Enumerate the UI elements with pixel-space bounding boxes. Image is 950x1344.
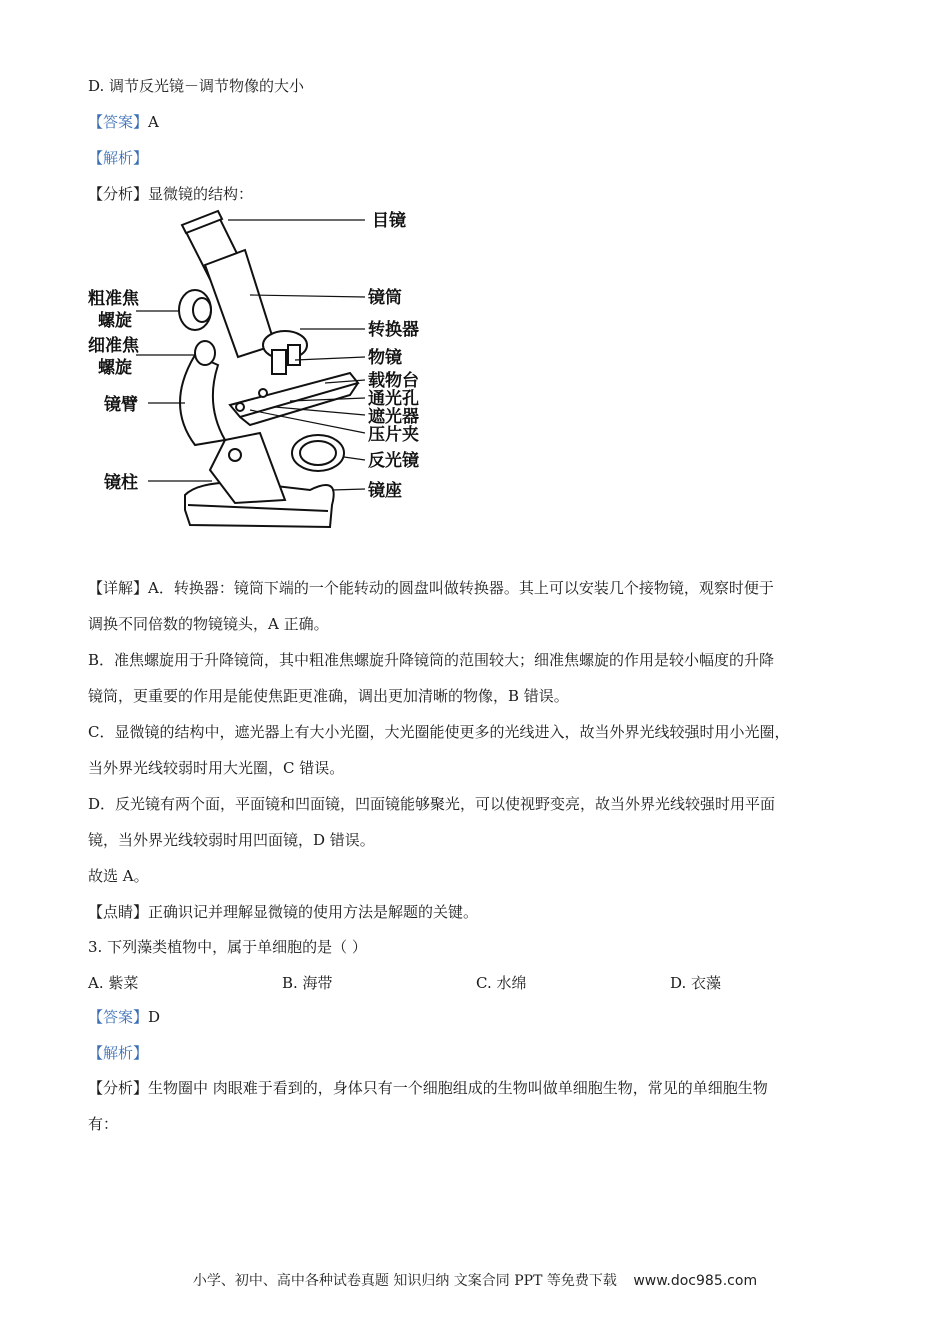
option-d: D. 衣藻 <box>670 974 722 992</box>
label-tube: 镜筒 <box>368 288 402 308</box>
page-footer <box>0 1270 950 1290</box>
answer-tag-2: 【答案】 <box>88 1008 149 1026</box>
answer-line <box>88 112 159 132</box>
option-a: A. 紫菜 <box>88 974 139 992</box>
label-aperture: 通光孔 <box>368 389 419 409</box>
label-coarse-knob-2: 螺旋 <box>98 311 132 331</box>
analysis-intro: 【分析】显微镜的结构： <box>88 185 254 203</box>
microscope-diagram <box>88 205 440 535</box>
answer-value: A <box>148 113 159 131</box>
question-3: 3. 下列藻类植物中，属于单细胞的是（ ） <box>88 938 367 956</box>
label-arm: 镜臂 <box>104 395 138 415</box>
conclusion-line: 故选 A。 <box>88 867 149 885</box>
label-coarse-knob-1: 粗准焦 <box>88 289 139 309</box>
question-3-options <box>88 972 868 992</box>
analysis-line-2a: 【分析】生物圈中 肉眼难于看到的，身体只有一个细胞组成的生物叫做单细胞生物，常见的单细胞生物 <box>88 1079 768 1097</box>
label-diaphragm: 遮光器 <box>368 407 419 427</box>
detail-d-line-1: D．反光镜有两个面，平面镜和凹面镜，凹面镜能够聚光，可以使视野变亮，故当外界光线较强时用平面 <box>88 795 776 813</box>
label-stage-clip: 压片夹 <box>368 425 419 445</box>
answer-line-2 <box>88 1007 160 1027</box>
label-pillar: 镜柱 <box>104 473 138 493</box>
answer-value-2: D <box>148 1008 161 1026</box>
detail-d-line-2: 镜，当外界光线较弱时用凹面镜，D 错误。 <box>88 831 375 849</box>
option-c: C. 水绵 <box>476 974 527 992</box>
detail-b-line-1: B．准焦螺旋用于升降镜筒，其中粗准焦螺旋升降镜筒的范围较大；细准焦螺旋的作用是较小幅度的升降 <box>88 651 775 669</box>
label-stage: 载物台 <box>368 371 419 391</box>
key-point-line: 【点睛】正确识记并理解显微镜的使用方法是解题的关键。 <box>88 903 479 921</box>
label-fine-knob-1: 细准焦 <box>88 336 139 356</box>
detail-b-line-2: 镜筒，更重要的作用是能使焦距更准确，调出更加清晰的物像，B 错误。 <box>88 687 569 705</box>
label-objective: 物镜 <box>368 348 402 368</box>
label-nosepiece: 转换器 <box>368 320 419 340</box>
detail-c-line-2: 当外界光线较弱时用大光圈，C 错误。 <box>88 759 345 777</box>
label-mirror: 反光镜 <box>368 451 419 471</box>
option-d-text: D. 调节反光镜－调节物像的大小 <box>88 77 305 95</box>
detail-c-line-1: C．显微镜的结构中，遮光器上有大小光圈，大光圈能使更多的光线进入，故当外界光线较强时用小光圈， <box>88 723 790 741</box>
label-eyepiece: 目镜 <box>372 211 406 231</box>
option-b: B. 海带 <box>282 974 333 992</box>
label-fine-knob-2: 螺旋 <box>98 358 132 378</box>
analysis-tag-2: 【解析】 <box>88 1044 149 1062</box>
footer-text: 小学、初中、高中各种试卷真题 知识归纳 文案合同 PPT 等免费下载 <box>192 1273 617 1289</box>
answer-tag: 【答案】 <box>88 113 149 131</box>
detail-a-line-1: 【详解】A．转换器：镜筒下端的一个能转动的圆盘叫做转换器。其上可以安装几个接物镜，观察时便于 <box>88 579 774 597</box>
detail-a-line-2: 调换不同倍数的物镜镜头，A 正确。 <box>88 615 329 633</box>
label-base: 镜座 <box>368 481 402 501</box>
analysis-tag: 【解析】 <box>88 149 149 167</box>
footer-url[interactable]: www.doc985.com <box>633 1273 758 1289</box>
analysis-line-2b: 有： <box>88 1115 119 1133</box>
